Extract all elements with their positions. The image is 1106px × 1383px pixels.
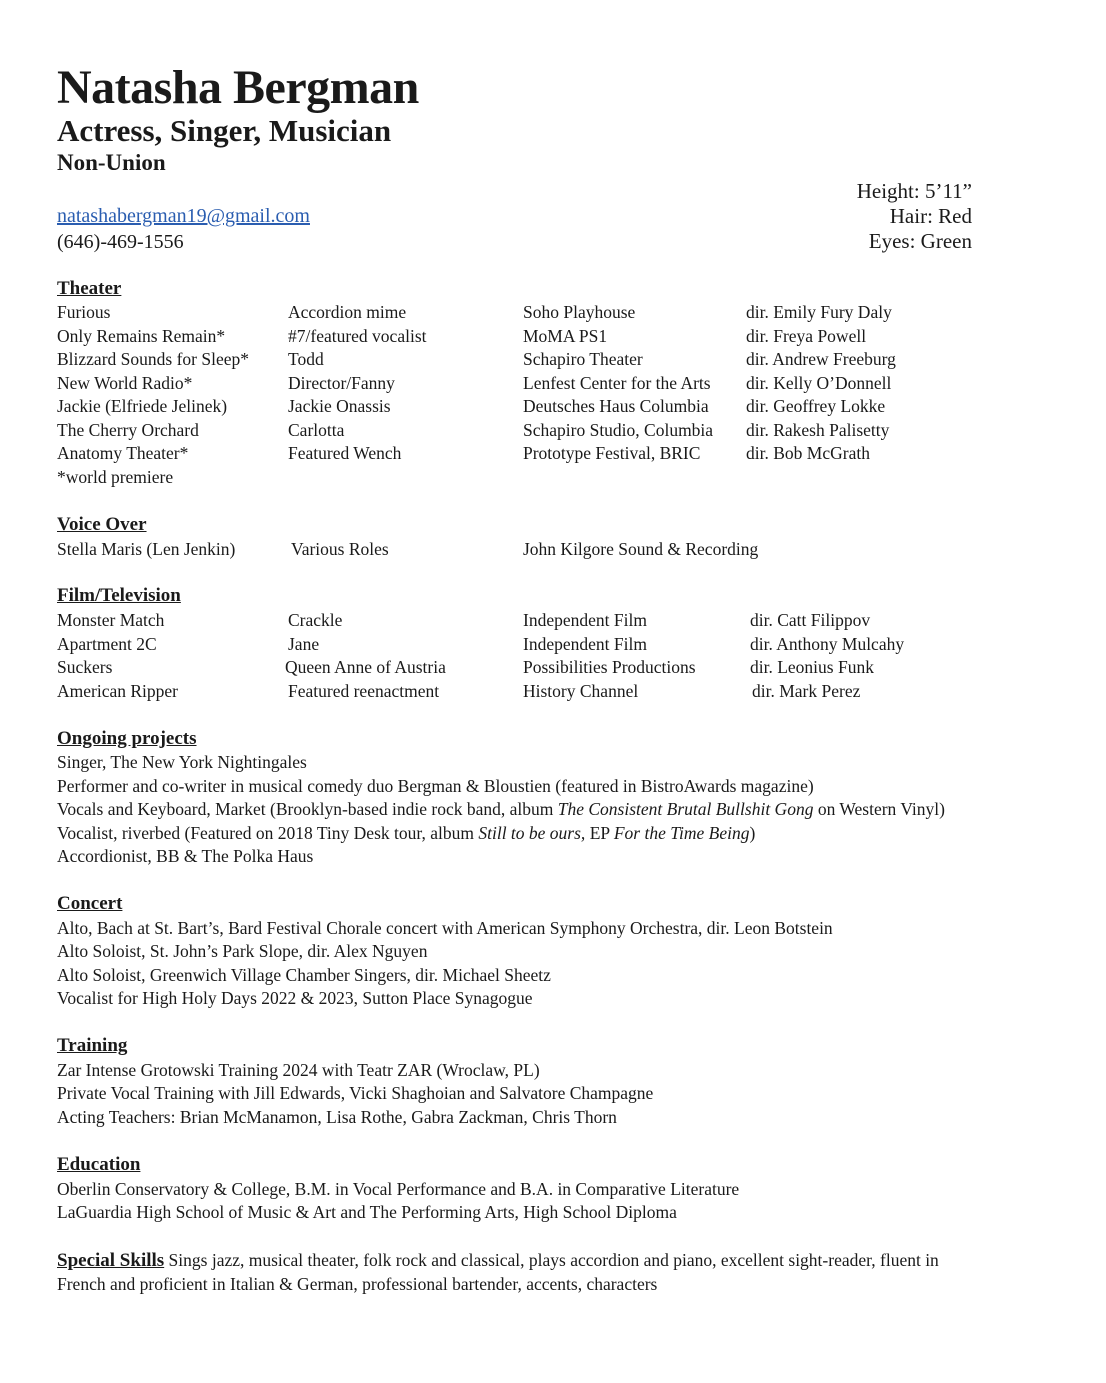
credit-venue: John Kilgore Sound & Recording — [523, 539, 759, 559]
ongoing-text: Vocals and Keyboard, Market (Brooklyn-based indie rock band, album — [57, 799, 558, 819]
credit-show: Apartment 2C — [57, 634, 157, 654]
ongoing-line — [57, 797, 945, 821]
album-title: Still to be ours, — [478, 823, 586, 843]
film-tv-row — [0, 632, 1106, 656]
credit-show: Jackie (Elfriede Jelinek) — [57, 396, 228, 416]
special-skills-line: French and proficient in Italian & German, professional bartender, accents, characters — [57, 1274, 658, 1294]
concert-line: Vocalist for High Holy Days 2022 & 2023, Sutton Place Synagogue — [57, 988, 533, 1008]
education-line: LaGuardia High School of Music & Art and The Performing Arts, High School Diploma — [57, 1202, 677, 1222]
credit-show: The Cherry Orchard — [57, 420, 199, 440]
theater-row — [0, 394, 1106, 418]
credit-show: Blizzard Sounds for Sleep* — [57, 349, 249, 369]
credit-director: dir. Bob McGrath — [746, 443, 870, 463]
email-link[interactable]: natashabergman19@gmail.com — [57, 205, 310, 227]
credit-director: dir. Rakesh Palisetty — [746, 420, 890, 440]
training-line: Private Vocal Training with Jill Edwards, Vicki Shaghoian and Salvatore Champagne — [57, 1083, 654, 1103]
credit-director: dir. Kelly O’Donnell — [746, 373, 892, 393]
concert-heading: Concert — [57, 893, 123, 914]
concert-line: Alto Soloist, St. John’s Park Slope, dir. Alex Nguyen — [57, 941, 428, 961]
film-tv-row — [0, 655, 1106, 679]
ongoing-text: on Western Vinyl) — [813, 799, 945, 819]
theater-row — [0, 300, 1106, 324]
credit-role: Jackie Onassis — [288, 396, 391, 416]
credit-role: #7/featured vocalist — [288, 326, 427, 346]
credit-role: Accordion mime — [288, 302, 407, 322]
training-line: Acting Teachers: Brian McManamon, Lisa Rothe, Gabra Zackman, Chris Thorn — [57, 1107, 617, 1127]
ongoing-text: EP — [585, 823, 614, 843]
credit-venue: Schapiro Theater — [523, 349, 643, 369]
credit-director: dir. Emily Fury Daly — [746, 302, 892, 322]
credit-director: dir. Geoffrey Lokke — [746, 396, 886, 416]
hair-stat: Hair: Red — [889, 204, 972, 228]
actor-subtitle: Actress, Singer, Musician — [57, 113, 392, 148]
credit-role: Director/Fanny — [288, 373, 395, 393]
credit-show: Anatomy Theater* — [57, 443, 189, 463]
credit-venue: Independent Film — [523, 634, 647, 654]
concert-line: Alto Soloist, Greenwich Village Chamber Singers, dir. Michael Sheetz — [57, 965, 551, 985]
credit-role: Todd — [288, 349, 324, 369]
skills-text: Sings jazz, musical theater, folk rock and classical, plays accordion and piano, excellent sight-reader, fluent in — [168, 1250, 939, 1270]
credit-role: Featured reenactment — [288, 681, 440, 701]
height-stat: Height: 5’11” — [856, 179, 972, 203]
actor-name: Natasha Bergman — [57, 61, 419, 114]
credit-show: Monster Match — [57, 610, 165, 630]
special-skills-line — [57, 1248, 939, 1273]
credit-show: New World Radio* — [57, 373, 193, 393]
world-premiere-note: *world premiere — [57, 467, 174, 487]
credit-director: dir. Anthony Mulcahy — [750, 634, 905, 654]
credit-venue: MoMA PS1 — [523, 326, 608, 346]
film-tv-row — [0, 608, 1106, 632]
theater-row — [0, 347, 1106, 371]
credit-venue: Possibilities Productions — [523, 657, 696, 677]
voice-over-heading: Voice Over — [57, 514, 147, 535]
training-heading: Training — [57, 1035, 128, 1056]
credit-venue: Lenfest Center for the Arts — [523, 373, 711, 393]
theater-row — [0, 441, 1106, 465]
credit-role: Featured Wench — [288, 443, 402, 463]
credit-director: dir. Leonius Funk — [750, 657, 874, 677]
concert-line: Alto, Bach at St. Bart’s, Bard Festival Chorale concert with American Symphony Orchestra, dir. Leon Botstein — [57, 918, 833, 938]
phone-number: (646)-469-1556 — [57, 231, 184, 253]
credit-venue: History Channel — [523, 681, 639, 701]
ongoing-line: Performer and co-writer in musical comedy duo Bergman & Bloustien (featured in BistroAwards magazine) — [57, 776, 814, 796]
ongoing-line: Accordionist, BB & The Polka Haus — [57, 846, 314, 866]
ongoing-line: Singer, The New York Nightingales — [57, 752, 307, 772]
eyes-stat: Eyes: Green — [868, 229, 972, 253]
credit-venue: Prototype Festival, BRIC — [523, 443, 701, 463]
theater-row — [0, 418, 1106, 442]
training-line: Zar Intense Grotowski Training 2024 with Teatr ZAR (Wroclaw, PL) — [57, 1060, 540, 1080]
ongoing-line — [57, 821, 755, 845]
credit-role: Queen Anne of Austria — [285, 657, 446, 677]
education-heading: Education — [57, 1154, 141, 1175]
ongoing-text: ) — [749, 823, 756, 843]
credit-role: Various Roles — [291, 539, 389, 559]
credit-show: Stella Maris (Len Jenkin) — [57, 539, 236, 559]
credit-show: American Ripper — [57, 681, 178, 701]
credit-show: Furious — [57, 302, 111, 322]
credit-director: dir. Andrew Freeburg — [746, 349, 896, 369]
theater-row — [0, 324, 1106, 348]
credit-venue: Deutsches Haus Columbia — [523, 396, 709, 416]
credit-director: dir. Catt Filippov — [750, 610, 871, 630]
credit-director: dir. Mark Perez — [752, 681, 861, 701]
ongoing-text: Vocalist, riverbed (Featured on 2018 Tiny Desk tour, album — [57, 823, 479, 843]
credit-role: Carlotta — [288, 420, 345, 440]
credit-venue: Independent Film — [523, 610, 647, 630]
theater-row — [0, 371, 1106, 395]
education-line: Oberlin Conservatory & College, B.M. in Vocal Performance and B.A. in Comparative Literature — [57, 1179, 740, 1199]
voice-over-row — [0, 537, 1106, 561]
union-status: Non-Union — [57, 150, 166, 175]
credit-role: Crackle — [288, 610, 343, 630]
credit-venue: Soho Playhouse — [523, 302, 636, 322]
special-skills-heading: Special Skills — [57, 1250, 165, 1271]
credit-role: Jane — [288, 634, 320, 654]
credit-director: dir. Freya Powell — [746, 326, 867, 346]
credit-venue: Schapiro Studio, Columbia — [523, 420, 714, 440]
credit-show: Suckers — [57, 657, 113, 677]
ongoing-heading: Ongoing projects — [57, 728, 197, 749]
credit-show: Only Remains Remain* — [57, 326, 226, 346]
film-tv-row — [0, 679, 1106, 703]
theater-heading: Theater — [57, 278, 122, 299]
album-title: The Consistent Brutal Bullshit Gong — [557, 799, 814, 819]
film-tv-heading: Film/Television — [57, 585, 181, 606]
ep-title: For the Time Being — [613, 823, 750, 843]
